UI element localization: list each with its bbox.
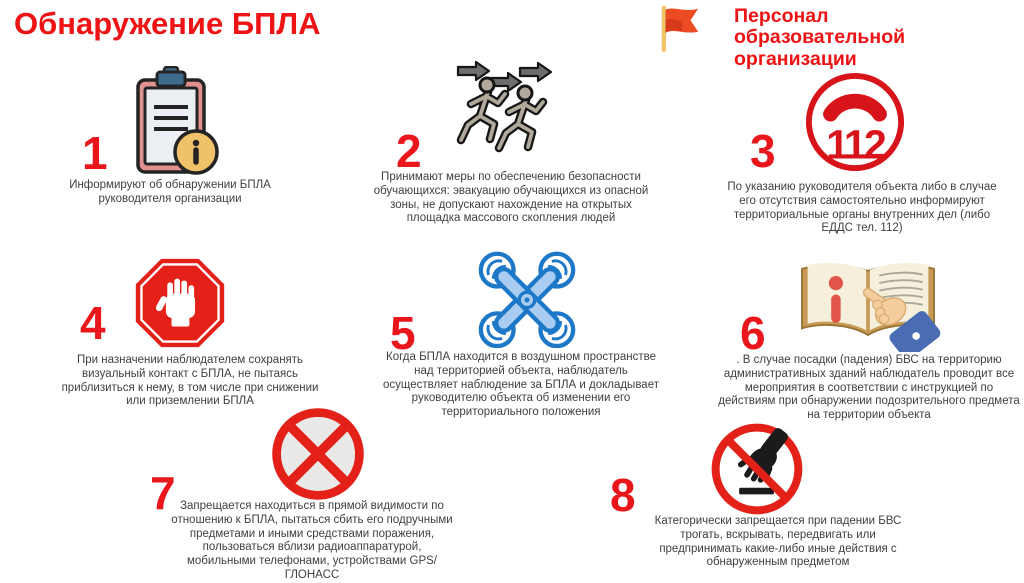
step-7-number: 7 [150, 467, 176, 519]
step-3-number: 3 [750, 125, 776, 177]
page-title: Обнаружение БПЛА [14, 6, 321, 41]
step-7-caption: Запрещается находиться в прямой видимости по отношению к БПЛА, пытаться сбить его подручными предметами и иными средствами поражения, пользоваться вблизи радиоаппаратурой, мобильными телефонами, устройствами GPS/ГЛОНАСС [171, 500, 453, 581]
clipboard-info-icon [128, 66, 220, 178]
call-112-icon [804, 64, 906, 180]
header-right-label: Персонал образовательной организации [734, 5, 906, 70]
step-6-number: 6 [740, 307, 766, 359]
step-2-number: 2 [396, 125, 422, 177]
prohibition-x-icon [270, 408, 366, 500]
step-3-caption: По указанию руководителя объекта либо в случае его отсутствия самостоятельно информируют территориальные органы внутренних дел (либо ЕДДС тел. 112) [727, 181, 997, 235]
evacuation-running-icon [450, 60, 564, 166]
step-8-number: 8 [610, 469, 636, 521]
step-1-caption: Информируют об обнаружении БПЛА руководителя организации [69, 179, 271, 205]
step-2-caption: Принимают меры по обеспечению безопасности обучающихся: эвакуацию обучающихся из опасной зоны, не допускают нахождение на открытых площадка массового скопления людей [373, 171, 649, 225]
step-4-caption: При назначении наблюдателем сохранять визуальный контакт с БПЛА, не пытаясь приблизиться к нему, в том числе при снижении или приземлении БПЛА [61, 354, 319, 408]
stop-hand-icon [130, 256, 230, 350]
instruction-book-icon [792, 252, 944, 352]
drone-icon [474, 248, 580, 348]
red-flag-icon [656, 4, 702, 54]
step-1-number: 1 [82, 127, 108, 179]
step-5-caption: Когда БПЛА находится в воздушном пространстве над территорией объекта, наблюдатель осуществляет наблюдение за БПЛА и докладывает руководителю объекта об изменении его территориального положения [383, 351, 659, 419]
step-8-caption: Категорически запрещается при падении БВС трогать, вскрывать, передвигать или предпринимать какие-либо иные действия с обнаруженным предметом [654, 515, 902, 569]
badge-112: 112 [826, 121, 884, 168]
step-5-number: 5 [390, 307, 416, 359]
step-4-number: 4 [80, 297, 106, 349]
do-not-touch-icon [708, 422, 806, 516]
step-6-caption: . В случае посадки (падения) БВС на территорию административных зданий наблюдатель проводит все мероприятия в соответствии с инструкцией по действиям при обнаружении подозрительного предмета на территории объекта [718, 354, 1020, 422]
